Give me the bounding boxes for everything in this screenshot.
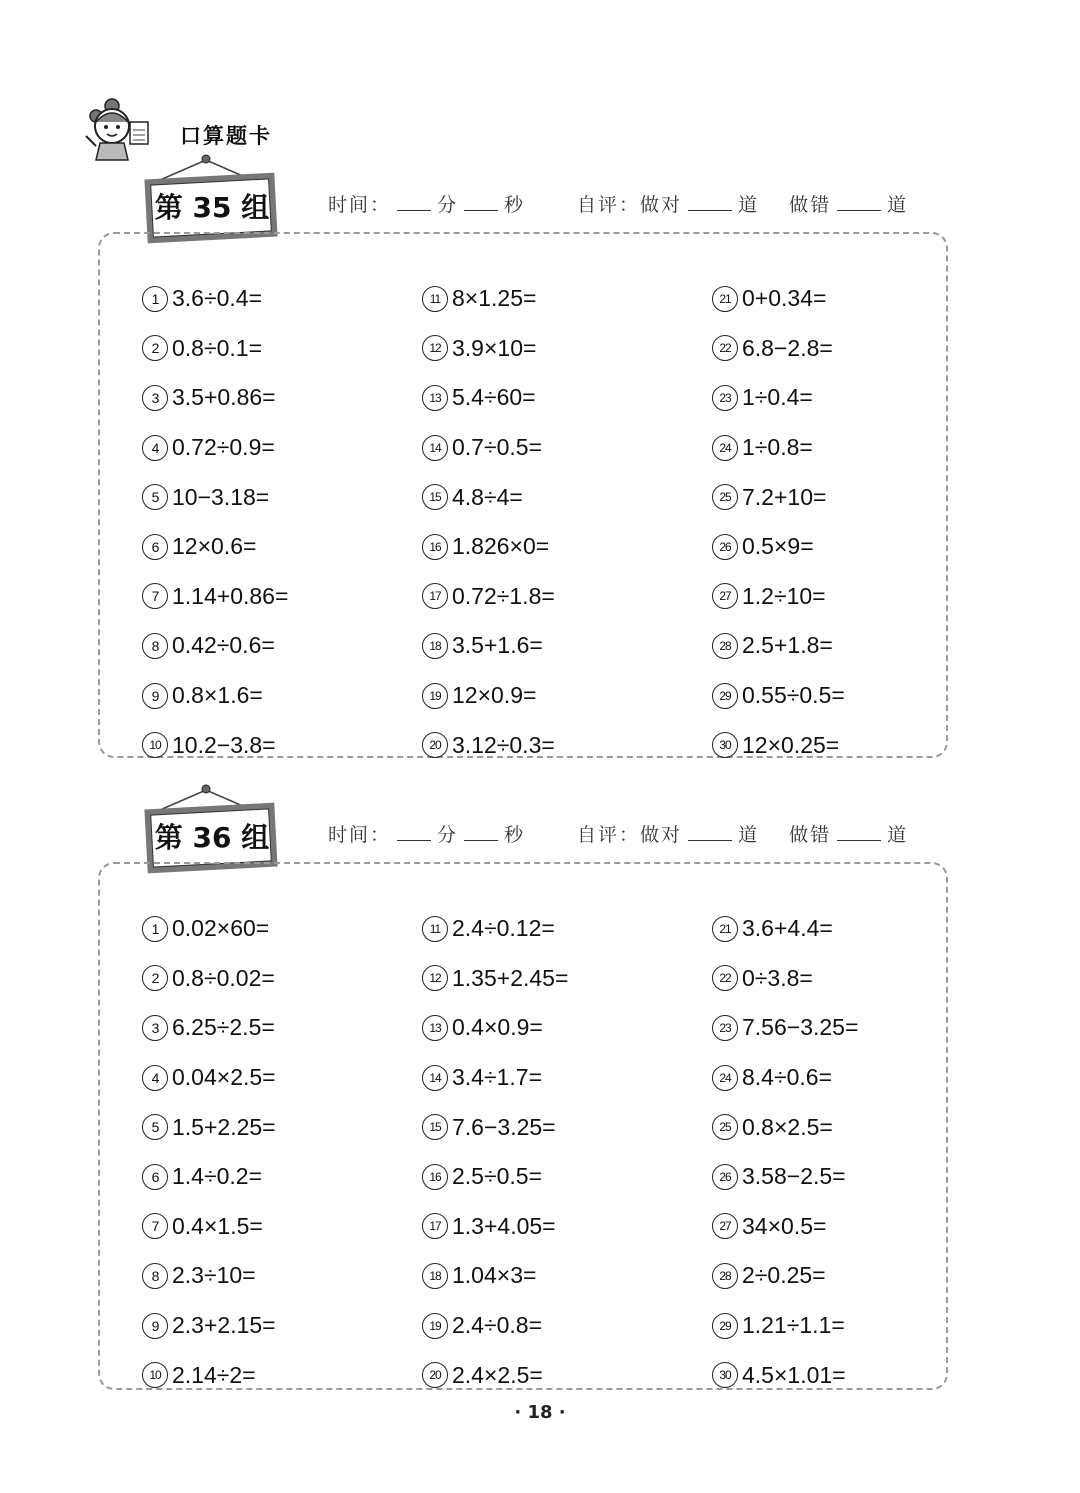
group-title: 第 35 组: [154, 191, 270, 224]
problem-number: 4: [142, 1065, 168, 1091]
problem-item: [142, 324, 422, 374]
problem-number: 13: [422, 385, 448, 411]
problem-number: 25: [712, 484, 738, 510]
problem-number: 4: [142, 435, 168, 461]
problem-item: [422, 1202, 702, 1252]
problem-item: [422, 472, 702, 522]
problem-number: 9: [142, 1313, 168, 1339]
problem-number: 26: [712, 534, 738, 560]
problem-expression: 10.2−3.8=: [172, 731, 276, 758]
problem-number: 23: [712, 385, 738, 411]
seconds-blank[interactable]: [464, 822, 498, 841]
problem-expression: 0+0.34=: [742, 285, 827, 312]
problem-item: [422, 671, 702, 721]
problem-expression: 4.5×1.01=: [742, 1361, 846, 1388]
problem-expression: 12×0.9=: [452, 682, 537, 709]
problem-item: [422, 720, 702, 770]
wrong-count-blank[interactable]: [837, 822, 881, 841]
problem-item: [712, 1350, 992, 1400]
problem-number: 29: [712, 683, 738, 709]
problem-item: [422, 423, 702, 473]
problem-item: [422, 572, 702, 622]
problem-number: 28: [712, 1263, 738, 1289]
problem-number: 24: [712, 1065, 738, 1091]
problem-number: 5: [142, 484, 168, 510]
problem-item: [712, 472, 992, 522]
problem-expression: 2.4×2.5=: [452, 1361, 543, 1388]
problem-item: [422, 522, 702, 572]
problem-item: [422, 373, 702, 423]
wrong-unit-label: 道: [887, 824, 909, 846]
problem-item: [712, 1003, 992, 1053]
problem-number: 26: [712, 1164, 738, 1190]
problem-number: 17: [422, 583, 448, 609]
problem-item: [142, 1102, 422, 1152]
problem-column-2: [422, 904, 702, 1400]
problem-expression: 34×0.5=: [742, 1212, 827, 1239]
problem-number: 1: [142, 916, 168, 942]
problem-item: [142, 472, 422, 522]
problem-expression: 1.5+2.25=: [172, 1113, 276, 1140]
score-line: [328, 190, 908, 217]
problem-expression: 3.4÷1.7=: [452, 1064, 543, 1091]
problem-expression: 0.8÷0.1=: [172, 334, 263, 361]
problem-item: [142, 621, 422, 671]
problem-expression: 0.42÷0.6=: [172, 632, 275, 659]
problem-expression: 0.4×0.9=: [452, 1014, 543, 1041]
problem-item: [142, 720, 422, 770]
problem-expression: 0.8×2.5=: [742, 1113, 833, 1140]
problem-expression: 2.5+1.8=: [742, 632, 833, 659]
problem-number: 21: [712, 916, 738, 942]
problem-item: [712, 1301, 992, 1351]
problem-item: [712, 1152, 992, 1202]
problem-number: 3: [142, 385, 168, 411]
problem-number: 12: [422, 965, 448, 991]
correct-unit-label: 道: [738, 824, 760, 846]
problem-number: 11: [422, 916, 448, 942]
problem-number: 6: [142, 1164, 168, 1190]
problem-expression: 3.6÷0.4=: [172, 285, 263, 312]
problem-item: [142, 1202, 422, 1252]
problem-item: [142, 1251, 422, 1301]
problem-item: [422, 1152, 702, 1202]
problem-expression: 0.72÷0.9=: [172, 434, 275, 461]
problem-item: [142, 522, 422, 572]
problem-number: 20: [422, 1362, 448, 1388]
problem-number: 12: [422, 335, 448, 361]
problem-item: [142, 1152, 422, 1202]
correct-unit-label: 道: [738, 194, 760, 216]
problem-expression: 3.5+1.6=: [452, 632, 543, 659]
problem-expression: 7.2+10=: [742, 483, 827, 510]
problem-expression: 12×0.25=: [742, 731, 840, 758]
problem-number: 29: [712, 1313, 738, 1339]
problem-number: 28: [712, 633, 738, 659]
problem-item: [712, 904, 992, 954]
problem-expression: 4.8÷4=: [452, 483, 523, 510]
problem-number: 11: [422, 286, 448, 312]
header-title: 口算题卡: [180, 124, 272, 148]
problem-item: [712, 954, 992, 1004]
problem-number: 2: [142, 335, 168, 361]
problem-number: 7: [142, 583, 168, 609]
problem-item: [142, 1053, 422, 1103]
problem-item: [712, 621, 992, 671]
problem-box: [98, 862, 948, 1390]
time-label: 时间：: [328, 194, 392, 216]
wrong-label: 做错: [789, 824, 832, 846]
score-line: [328, 820, 908, 847]
problem-item: [142, 671, 422, 721]
problem-column-3: [712, 904, 992, 1400]
problem-expression: 8×1.25=: [452, 285, 537, 312]
problem-number: 14: [422, 435, 448, 461]
problem-number: 15: [422, 1114, 448, 1140]
seconds-label: 秒: [504, 194, 526, 216]
problem-number: 10: [142, 732, 168, 758]
minutes-blank[interactable]: [397, 192, 431, 211]
problem-number: 8: [142, 633, 168, 659]
problem-expression: 0.04×2.5=: [172, 1064, 276, 1091]
problem-expression: 2.4÷0.8=: [452, 1312, 543, 1339]
problem-number: 3: [142, 1015, 168, 1041]
problem-number: 22: [712, 335, 738, 361]
self-eval-correct-label: 自评：做对: [577, 194, 683, 216]
problem-item: [142, 572, 422, 622]
problem-item: [712, 671, 992, 721]
problem-expression: 3.12÷0.3=: [452, 731, 555, 758]
problem-number: 16: [422, 534, 448, 560]
problem-expression: 6.8−2.8=: [742, 334, 833, 361]
minutes-blank[interactable]: [397, 822, 431, 841]
problem-number: 30: [712, 732, 738, 758]
problem-item: [422, 1251, 702, 1301]
problem-number: 13: [422, 1015, 448, 1041]
problem-number: 6: [142, 534, 168, 560]
problem-expression: 1.04×3=: [452, 1262, 537, 1289]
problem-number: 18: [422, 1263, 448, 1289]
problem-expression: 1.21÷1.1=: [742, 1312, 845, 1339]
problem-expression: 3.5+0.86=: [172, 384, 276, 411]
problem-column-3: [712, 274, 992, 770]
problem-expression: 0.02×60=: [172, 915, 270, 942]
correct-count-blank[interactable]: [688, 822, 732, 841]
problem-item: [422, 1053, 702, 1103]
problem-item: [712, 522, 992, 572]
problem-number: 30: [712, 1362, 738, 1388]
problem-number: 15: [422, 484, 448, 510]
problem-item: [142, 274, 422, 324]
problem-number: 5: [142, 1114, 168, 1140]
problem-column-1: [142, 274, 422, 770]
problem-number: 8: [142, 1263, 168, 1289]
problem-column-1: [142, 904, 422, 1400]
problem-expression: 6.25÷2.5=: [172, 1014, 275, 1041]
problem-expression: 2.3+2.15=: [172, 1312, 276, 1339]
problem-item: [422, 904, 702, 954]
problem-number: 20: [422, 732, 448, 758]
problem-expression: 0.72÷1.8=: [452, 582, 555, 609]
problem-box: [98, 232, 948, 758]
problem-number: 23: [712, 1015, 738, 1041]
problem-expression: 2÷0.25=: [742, 1262, 826, 1289]
problem-item: [712, 423, 992, 473]
problem-item: [142, 373, 422, 423]
problem-item: [712, 324, 992, 374]
problem-expression: 0÷3.8=: [742, 964, 813, 991]
problem-item: [422, 1350, 702, 1400]
problem-item: [142, 423, 422, 473]
problem-item: [712, 373, 992, 423]
wrong-label: 做错: [789, 194, 832, 216]
problem-expression: 3.6+4.4=: [742, 915, 833, 942]
problem-expression: 1.35+2.45=: [452, 964, 569, 991]
minutes-label: 分: [437, 194, 459, 216]
problem-item: [712, 720, 992, 770]
problem-expression: 2.4÷0.12=: [452, 915, 555, 942]
problem-expression: 10−3.18=: [172, 483, 270, 510]
wrong-count-blank[interactable]: [837, 192, 881, 211]
problem-item: [712, 572, 992, 622]
problem-number: 21: [712, 286, 738, 312]
correct-count-blank[interactable]: [688, 192, 732, 211]
problem-number: 2: [142, 965, 168, 991]
problem-number: 24: [712, 435, 738, 461]
problem-expression: 0.5×9=: [742, 533, 814, 560]
problem-number: 1: [142, 286, 168, 312]
problem-item: [712, 1202, 992, 1252]
problem-item: [142, 1301, 422, 1351]
problem-expression: 3.9×10=: [452, 334, 537, 361]
problem-expression: 7.56−3.25=: [742, 1014, 859, 1041]
problem-column-2: [422, 274, 702, 770]
problem-item: [712, 1053, 992, 1103]
problem-item: [422, 1102, 702, 1152]
problem-expression: 2.3÷10=: [172, 1262, 256, 1289]
problem-number: 27: [712, 583, 738, 609]
problem-expression: 1.4÷0.2=: [172, 1163, 263, 1190]
problem-expression: 7.6−3.25=: [452, 1113, 556, 1140]
problem-number: 14: [422, 1065, 448, 1091]
seconds-label: 秒: [504, 824, 526, 846]
problem-item: [422, 1003, 702, 1053]
problem-expression: 1.3+4.05=: [452, 1212, 556, 1239]
problem-expression: 5.4÷60=: [452, 384, 536, 411]
problem-number: 16: [422, 1164, 448, 1190]
problem-expression: 1.14+0.86=: [172, 582, 289, 609]
problem-item: [142, 1003, 422, 1053]
time-label: 时间：: [328, 824, 392, 846]
group-title: 第 36 组: [154, 821, 270, 854]
problem-number: 19: [422, 1313, 448, 1339]
problem-expression: 0.8×1.6=: [172, 682, 263, 709]
problem-expression: 1÷0.8=: [742, 434, 813, 461]
problem-expression: 1÷0.4=: [742, 384, 813, 411]
problem-expression: 2.5÷0.5=: [452, 1163, 543, 1190]
problem-item: [712, 1251, 992, 1301]
problem-item: [142, 904, 422, 954]
problem-item: [422, 621, 702, 671]
problem-number: 25: [712, 1114, 738, 1140]
problem-expression: 12×0.6=: [172, 533, 257, 560]
problem-expression: 0.4×1.5=: [172, 1212, 263, 1239]
wrong-unit-label: 道: [887, 194, 909, 216]
problem-item: [142, 954, 422, 1004]
problem-expression: 0.55÷0.5=: [742, 682, 845, 709]
problem-expression: 8.4÷0.6=: [742, 1064, 833, 1091]
problem-number: 27: [712, 1213, 738, 1239]
problem-expression: 3.58−2.5=: [742, 1163, 846, 1190]
problem-number: 7: [142, 1213, 168, 1239]
problem-expression: 2.14÷2=: [172, 1361, 256, 1388]
problem-number: 19: [422, 683, 448, 709]
self-eval-correct-label: 自评：做对: [577, 824, 683, 846]
problem-item: [422, 324, 702, 374]
seconds-blank[interactable]: [464, 192, 498, 211]
problem-item: [712, 274, 992, 324]
problem-item: [422, 1301, 702, 1351]
problem-number: 9: [142, 683, 168, 709]
problem-expression: 0.7÷0.5=: [452, 434, 543, 461]
problem-expression: 0.8÷0.02=: [172, 964, 275, 991]
problem-item: [422, 954, 702, 1004]
problem-number: 18: [422, 633, 448, 659]
problem-number: 22: [712, 965, 738, 991]
problem-item: [422, 274, 702, 324]
problem-number: 17: [422, 1213, 448, 1239]
problem-item: [712, 1102, 992, 1152]
problem-expression: 1.826×0=: [452, 533, 550, 560]
problem-number: 10: [142, 1362, 168, 1388]
page-number: · 18 ·: [514, 1402, 566, 1423]
problem-expression: 1.2÷10=: [742, 582, 826, 609]
minutes-label: 分: [437, 824, 459, 846]
problem-item: [142, 1350, 422, 1400]
